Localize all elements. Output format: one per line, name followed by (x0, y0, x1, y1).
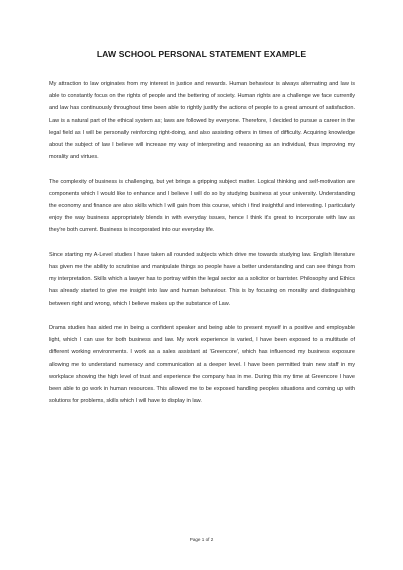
document-body (49, 78, 355, 420)
paragraph-business: The complexity of business is challenging, but yet brings a gripping subject matter. Logical thinking and self-motivation are components which I would like to enhance and I believe I will do so by studying business at your university. Understanding the economy and finance are also skills which I will gain from this course, which i find insightful and interesting. I particularly enjoy the way business appropriately blends in with everyday issues, hence I think it's great to incorporate with law as they're both current. Business is incorporated into our everyday life. (49, 178, 355, 234)
paragraph-motivation: My attraction to law originates from my interest in justice and rewards. Human behaviour is always alternating and law is able to constantly focus on the rights of people and the bettering of society. Human rights are a challenge we face currently and law has continuously throughout time been able to rightly justify the actions of people to a great amount of satisfaction. Law is a natural part of the ethical system as; laws are followed by everyone. Therefore, I decided to pursue a career in the legal field as I will be personally reinforcing right-doing, and also assisting others in times of difficulty. Acquiring knowledge about the subject of law I believe will increase my way of interpreting and reasoning as an individual, thus improving my morality and virtues. (49, 81, 355, 161)
paragraph-work-experience: Drama studies has aided me in being a confident speaker and being able to present myself in a positive and employable light, which I can use for both business and law. My work experience is varied, I have been exposed to a multitude of different working environments. I work as a sales assistant at 'Greencore', which has influenced my business exposure allowing me to understand numeracy and communication at a deeper level. I have been permitted train new staff in my workplace showing the high level of trust and experience the company has in me. During this my time at Greencore I have been able to go work in human resources. This allowed me to be exposed handling peoples situations and coming up with solutions for problems, skills which I will have to display in law. (49, 325, 355, 405)
document-title: LAW SCHOOL PERSONAL STATEMENT EXAMPLE (96, 49, 307, 59)
paragraph-a-level-studies: Since starting my A-Level studies I have taken all rounded subjects which drive me towards studying law. English literature has given me the ability to scrutinise and manipulate things so people have a better understanding and can see things from my interpretation. Skills which a lawyer has to portray within the legal sector as a solicitor or barrister. Philosophy and Ethics has already started to give me insight into law and human behaviour. This is by focusing on morality and distinguishing between right and wrong, which I believe makes up the substance of Law. (49, 251, 355, 307)
page-number: Page 1 of 2 (189, 537, 214, 542)
